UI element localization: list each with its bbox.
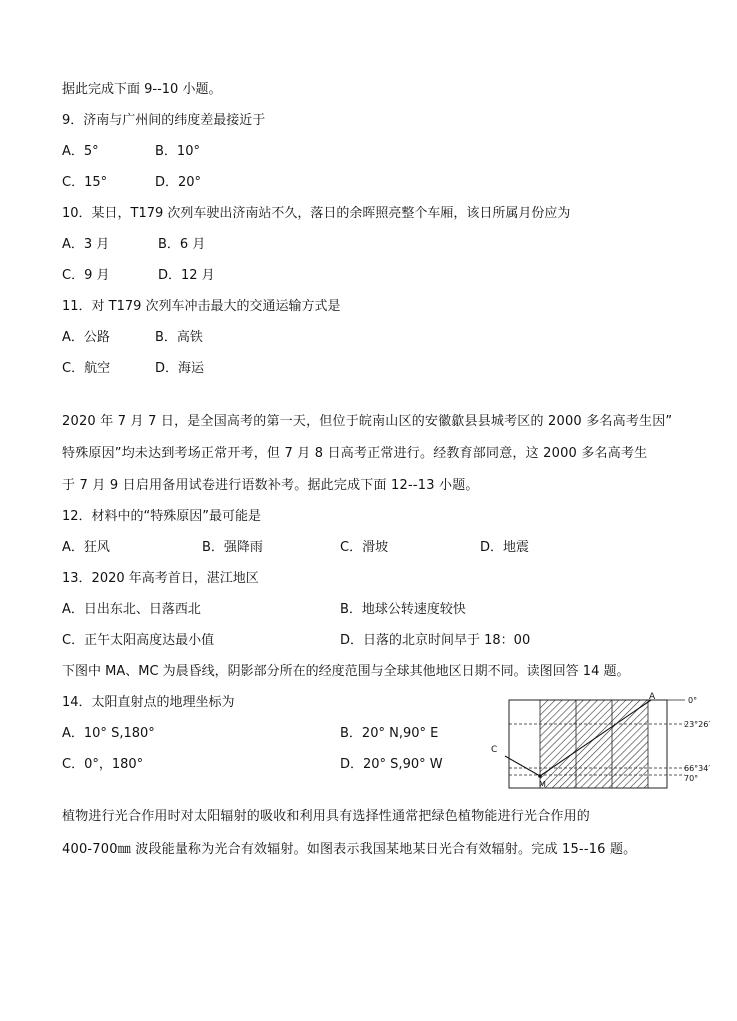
latitude-label-70: 70° bbox=[684, 774, 699, 783]
latitude-label-0: 0° bbox=[688, 696, 698, 705]
latitude-label-2326: 23°26′ bbox=[684, 720, 711, 729]
label-m: M bbox=[539, 780, 546, 789]
q14-option-b: B．20° N,90° E bbox=[340, 726, 439, 741]
q14-option-c: C．0°，180° bbox=[62, 757, 144, 772]
q14-option-a: A．10° S,180° bbox=[62, 726, 155, 741]
q10-stem: 10．某日，T179 次列车驶出济南站不久，落日的余晖照亮整个车厢，该日所属月份应为 bbox=[62, 206, 571, 221]
passage3-line2: 400-700㎜ 波段能量称为光合有效辐射。如图表示我国某地某日光合有效辐射。完成 15--16 题。 bbox=[62, 842, 637, 857]
q13-stem: 13．2020 年高考首日，湛江地区 bbox=[62, 571, 259, 586]
point-m bbox=[538, 774, 542, 778]
q11-option-d: D．海运 bbox=[155, 361, 205, 376]
q9-stem: 9．济南与广州间的纬度差最接近于 bbox=[62, 113, 266, 128]
q12-option-a: A．狂风 bbox=[62, 540, 110, 555]
q10-option-c: C．9 月 bbox=[62, 268, 110, 283]
passage2-line3: 于 7 月 9 日启用备用试卷进行语数补考。据此完成下面 12--13 小题。 bbox=[62, 478, 479, 493]
terminator-diagram bbox=[485, 692, 725, 792]
q9-option-c: C．15° bbox=[62, 175, 108, 190]
q14-option-d: D．20° S,90° W bbox=[340, 757, 443, 772]
q13-option-c: C．正午太阳高度达最小值 bbox=[62, 633, 215, 648]
latitude-label-6634: 66°34′ bbox=[684, 764, 711, 773]
q11-option-b: B．高铁 bbox=[155, 330, 203, 345]
q11-option-c: C．航空 bbox=[62, 361, 111, 376]
q13-option-d: D．日落的北京时间早于 18：00 bbox=[340, 633, 531, 648]
q9-option-a: A．5° bbox=[62, 144, 99, 159]
q14-stem: 14．太阳直射点的地理坐标为 bbox=[62, 695, 235, 710]
intro-14: 下图中 MA、MC 为晨昏线，阴影部分所在的经度范围与全球其他地区日期不同。读图回答 14 题。 bbox=[62, 664, 630, 679]
q12-stem: 12．材料中的“特殊原因”最可能是 bbox=[62, 509, 262, 524]
q9-option-b: B．10° bbox=[155, 144, 200, 159]
q12-option-c: C．滑坡 bbox=[340, 540, 389, 555]
q10-option-b: B．6 月 bbox=[158, 237, 206, 252]
q9-option-d: D．20° bbox=[155, 175, 202, 190]
label-a: A bbox=[649, 692, 656, 702]
passage2-line1: 2020 年 7 月 7 日，是全国高考的第一天，但位于皖南山区的安徽歙县县城考区的 2000 多名高考生因” bbox=[62, 414, 673, 429]
q12-option-d: D．地震 bbox=[480, 540, 530, 555]
q13-option-b: B．地球公转速度较快 bbox=[340, 602, 466, 617]
q11-stem: 11．对 T179 次列车冲击最大的交通运输方式是 bbox=[62, 299, 341, 314]
passage2-line2: 特殊原因”均未达到考场正常开考，但 7 月 8 日高考正常进行。经教育部同意，这 2000 多名高考生 bbox=[62, 446, 648, 461]
q12-option-b: B．强降雨 bbox=[202, 540, 263, 555]
passage3-line1: 植物进行光合作用时对太阳辐射的吸收和利用具有选择性通常把绿色植物能进行光合作用的 bbox=[62, 809, 591, 824]
q10-option-d: D．12 月 bbox=[158, 268, 215, 283]
q10-option-a: A．3 月 bbox=[62, 237, 110, 252]
intro-9-10: 据此完成下面 9--10 小题。 bbox=[62, 82, 222, 97]
q13-option-a: A．日出东北、日落西北 bbox=[62, 602, 201, 617]
q11-option-a: A．公路 bbox=[62, 330, 110, 345]
label-c: C bbox=[491, 745, 498, 755]
